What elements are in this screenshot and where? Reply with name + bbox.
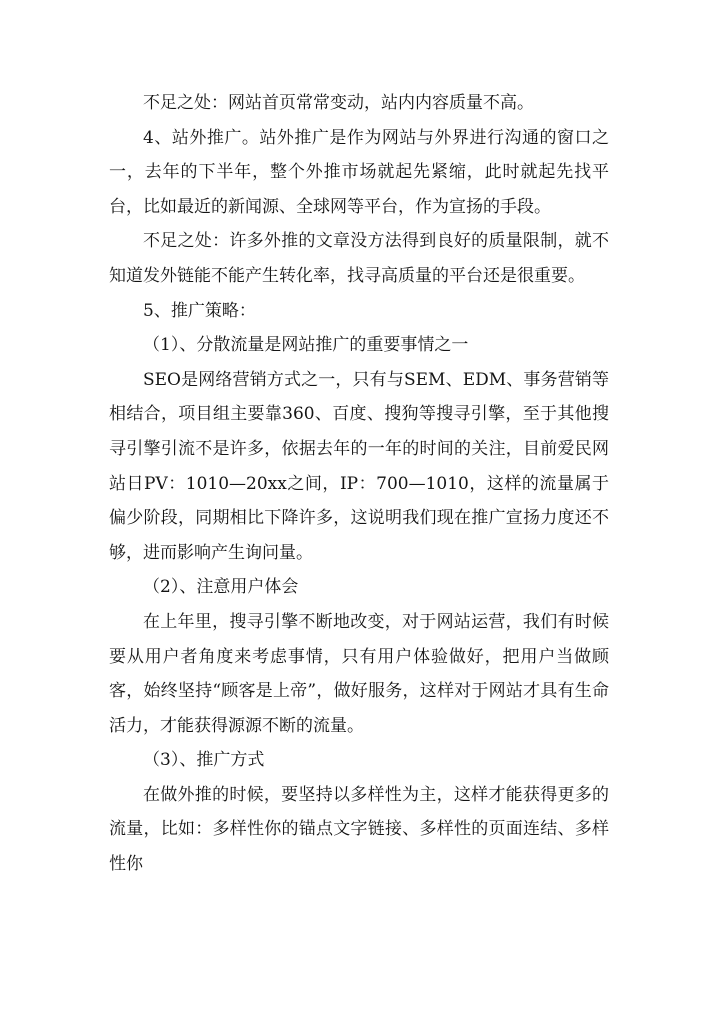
- paragraph-weakness-offsite: 不足之处：许多外推的文章没方法得到良好的质量限制，就不知道发外链能不能产生转化率，找寻高质量的平台还是很重要。: [109, 231, 609, 286]
- subheading-user-experience: （2）、注意用户体会: [143, 577, 299, 598]
- paragraph-user-experience: 在上年里，搜寻引擎不断地改变，对于网站运营，我们有时候要从用户者角度来考虑事情，只有用户体验做好，把用户当做顾客，始终坚持“顾客是上帝”，做好服务，这样对于网站才具有生命活力，才能获得源源不断的流量。: [109, 611, 609, 736]
- paragraph-seo-traffic: SEO是网络营销方式之一，只有与SEM、EDM、事务营销等相结合，项目组主要靠360、百度、搜狗等搜寻引擎，至于其他搜寻引擎引流不是许多，依据去年的一年的时间的关注，目前爱民网站日PV：1010—20xx之间，IP：700—1010，这样的流量属于偏少阶段，同期相比下降许多，这说明我们现在推广宣扬力度还不够，进而影响产生询问量。: [109, 369, 609, 563]
- subheading-promotion-methods: （3）、推广方式: [143, 750, 265, 771]
- heading-promotion-strategy: 5、推广策略：: [143, 300, 256, 321]
- paragraph-promotion-methods: 在做外推的时候，要坚持以多样性为主，这样才能获得更多的流量，比如：多样性你的锚点文字链接、多样性的页面连结、多样性你: [109, 784, 609, 875]
- paragraph-weakness-homepage: 不足之处：网站首页常常变动，站内内容质量不高。: [143, 93, 534, 113]
- paragraph-offsite-promotion: 4、站外推广。站外推广是作为网站与外界进行沟通的窗口之一，去年的下半年，整个外推市场就起先紧缩，此时就起先找平台，比如最近的新闻源、全球网等平台，作为宣扬的手段。: [109, 127, 609, 217]
- subheading-disperse-traffic: （1）、分散流量是网站推广的重要事情之一: [143, 335, 469, 356]
- document-body: [109, 86, 609, 882]
